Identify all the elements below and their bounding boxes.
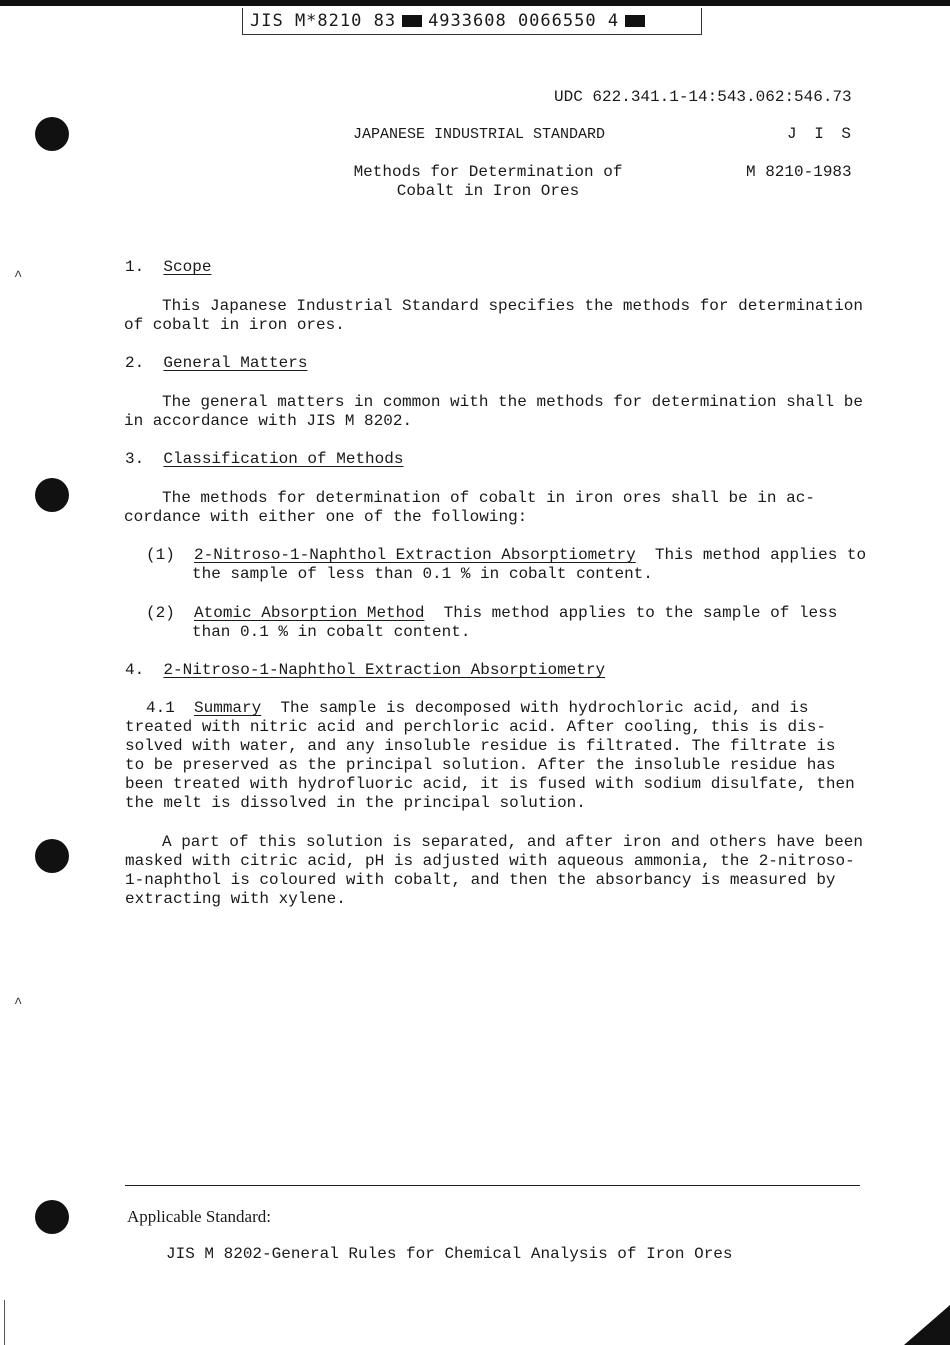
document-number: M 8210-1983 xyxy=(746,163,852,181)
paragraph-line: masked with citric acid, pH is adjusted with aqueous ammonia, the 2-nitroso- xyxy=(125,852,855,870)
list-item-text: This method applies to the sample of less xyxy=(443,604,838,622)
list-item-title: Atomic Absorption Method xyxy=(194,604,425,622)
paragraph-line: The sample is decomposed with hydrochloric acid, and is xyxy=(280,699,809,717)
paragraph-line: extracting with xylene. xyxy=(125,890,346,908)
document-title xyxy=(352,163,624,201)
binder-hole xyxy=(35,1200,69,1234)
section-number: 4. xyxy=(125,661,145,679)
paragraph-line: solved with water, and any insoluble residue is filtrated. The filtrate is xyxy=(125,737,836,755)
scan-corner-mark xyxy=(904,1305,950,1345)
document-title-line: Methods for Determination of xyxy=(353,163,623,181)
paragraph-line: the melt is dissolved in the principal solution. xyxy=(125,794,586,812)
paragraph-line: A part of this solution is separated, and after iron and others have been xyxy=(162,833,863,851)
paragraph-line: 1-naphthol is coloured with cobalt, and then the absorbancy is measured by xyxy=(125,871,836,889)
caret-mark-icon: ^ xyxy=(14,269,23,285)
binder-hole xyxy=(35,839,69,873)
section-4-heading xyxy=(125,661,605,680)
section-number: 1. xyxy=(125,258,145,276)
list-item-text: This method applies to xyxy=(654,546,867,564)
list-item-line: than 0.1 % in cobalt content. xyxy=(192,623,471,641)
section-1-heading xyxy=(125,258,211,277)
paragraph-line: to be preserved as the principal solution. After the insoluble residue has xyxy=(125,756,836,774)
paragraph-line: This Japanese Industrial Standard specifies the methods for determination xyxy=(162,297,863,315)
list-item-1 xyxy=(146,546,866,565)
barcode-block xyxy=(402,15,422,27)
list-item-number: (1) xyxy=(146,546,175,564)
paragraph-line: been treated with hydrofluoric acid, it is fused with sodium disulfate, then xyxy=(125,775,855,793)
jis-mark: J I S xyxy=(787,125,856,143)
footer-rule xyxy=(125,1185,860,1186)
subsection-title: Summary xyxy=(194,699,262,717)
header-code-left: JIS M*8210 83 xyxy=(250,11,397,31)
scan-top-bar xyxy=(0,0,950,6)
paragraph-line: of cobalt in iron ores. xyxy=(124,316,345,334)
document-title-line: Cobalt in Iron Ores xyxy=(396,182,580,200)
barcode-block xyxy=(625,15,645,27)
section-title: Classification of Methods xyxy=(163,450,404,468)
section-title: Scope xyxy=(163,258,212,276)
paragraph-line: treated with nitric acid and perchloric acid. After cooling, this is dis- xyxy=(125,718,826,736)
section-title: General Matters xyxy=(163,354,308,372)
paragraph-line: cordance with either one of the following: xyxy=(124,508,528,526)
paragraph-line: in accordance with JIS M 8202. xyxy=(124,412,413,430)
footer-reference: JIS M 8202-General Rules for Chemical Analysis of Iron Ores xyxy=(166,1245,733,1263)
section-2-heading xyxy=(125,354,307,373)
header-code xyxy=(250,12,651,31)
list-item-number: (2) xyxy=(146,604,175,622)
section-number: 2. xyxy=(125,354,145,372)
list-item-2 xyxy=(146,604,837,623)
list-item-title: 2-Nitroso-1-Naphthol Extraction Absorptiometry xyxy=(194,546,636,564)
subsection-4-1-first-line xyxy=(146,699,809,718)
paragraph-line: The methods for determination of cobalt in iron ores shall be in ac- xyxy=(162,489,815,507)
section-number: 3. xyxy=(125,450,145,468)
udc-code: UDC 622.341.1-14:543.062:546.73 xyxy=(554,88,852,106)
header-code-right: 4933608 0066550 4 xyxy=(428,11,620,31)
list-item-line: the sample of less than 0.1 % in cobalt content. xyxy=(192,565,653,583)
binder-hole xyxy=(35,478,69,512)
subsection-number: 4.1 xyxy=(146,699,175,717)
section-title: 2-Nitroso-1-Naphthol Extraction Absorptiometry xyxy=(163,661,606,679)
section-3-heading xyxy=(125,450,403,469)
standard-title: JAPANESE INDUSTRIAL STANDARD xyxy=(353,126,606,143)
footer-label: Applicable Standard: xyxy=(127,1207,271,1226)
paragraph-line: The general matters in common with the methods for determination shall be xyxy=(162,393,863,411)
scan-edge-line xyxy=(4,1300,5,1345)
binder-hole xyxy=(35,117,69,151)
caret-mark-icon: ^ xyxy=(14,996,23,1012)
